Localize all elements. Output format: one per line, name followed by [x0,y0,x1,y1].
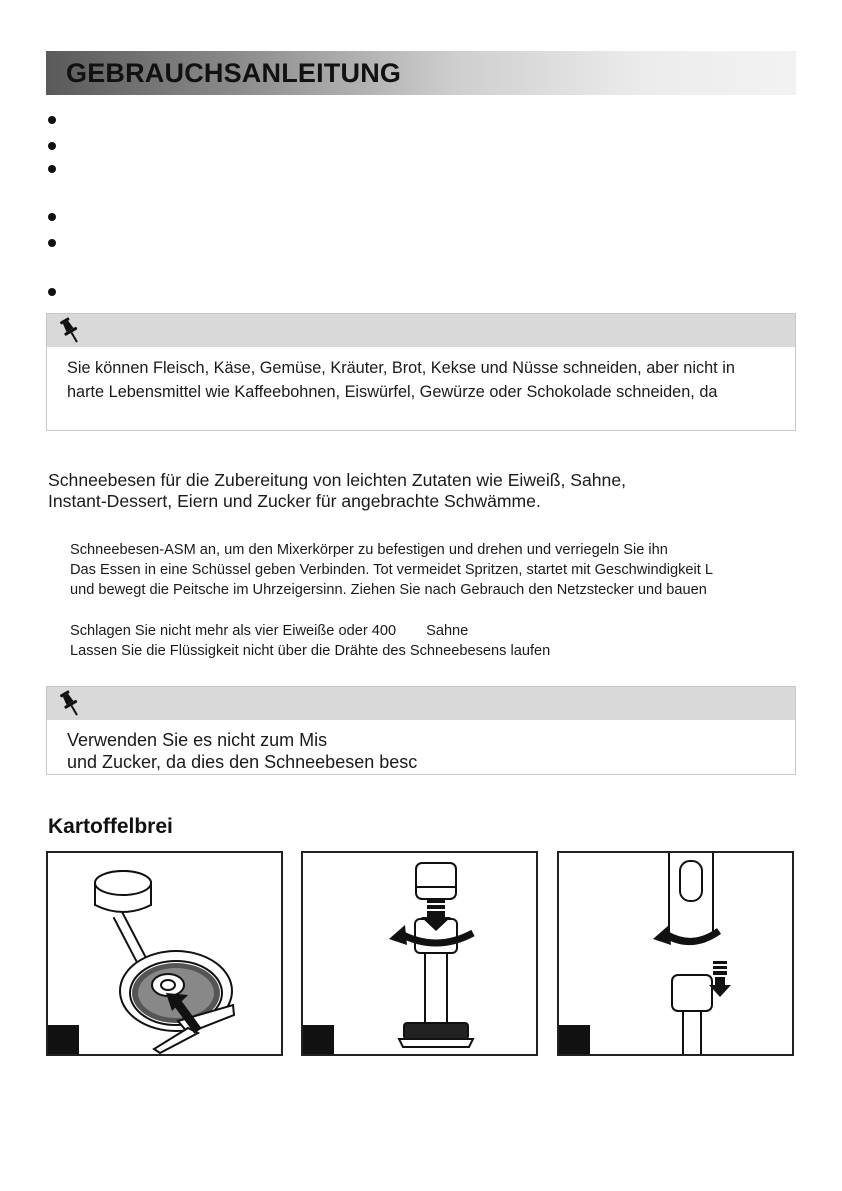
motor-attachment-illustration [559,853,794,1056]
whisk-intro [48,470,626,511]
step-line-2: Das Essen in eine Schüssel geben Verbinden. Tot vermeidet Spritzen, startet mit Geschwindigkeit L [70,562,714,578]
note-header [47,687,795,720]
note2-line-1: Verwenden Sie es nicht zum Mis [67,730,328,750]
shaft-attachment-illustration [303,853,538,1056]
overflow-warning: Lassen Sie die Flüssigkeit nicht über die Drähte des Schneebesens laufen [70,643,551,659]
section-title-mashed: Kartoffelbrei [48,815,173,838]
pushpin-icon [57,689,83,719]
limit-line [70,621,468,642]
note-box-2 [46,686,796,775]
figure-panel-2 [301,851,538,1056]
blade-attachment-illustration [48,853,283,1056]
pushpin-icon [57,316,83,346]
section-header-bar [46,51,796,95]
figure-panel-3 [557,851,794,1056]
note-line-1: Sie können Fleisch, Käse, Gemüse, Kräuter, Brot, Kekse und Nüsse schneiden, aber nicht in [67,359,735,377]
step-number-2 [303,1025,334,1054]
limit-prefix: Schlagen Sie nicht mehr als vier Eiweiße oder 400 [70,623,397,639]
note-line-2: harte Lebensmittel wie Kaffeebohnen, Eiswürfel, Gewürze oder Schokolade schneiden, da [67,383,718,401]
limit-suffix: Sahne [426,623,469,639]
step-number-3 [559,1025,590,1054]
bullet-3 [48,165,56,173]
note-box-1 [46,313,796,431]
bullet-1 [48,116,56,124]
intro-line-1: Schneebesen für die Zubereitung von leichten Zutaten wie Eiweiß, Sahne, [48,470,627,490]
bullet-2 [48,142,56,150]
note-header [47,314,795,347]
step-line-1: Schneebesen-ASM an, um den Mixerkörper zu befestigen und drehen und verriegeln Sie ihn [70,542,668,558]
page-title: GEBRAUCHSANLEITUNG [66,58,402,88]
bullet-5 [48,239,56,247]
bullet-6 [48,288,56,296]
note2-line-2: und Zucker, da dies den Schneebesen besc [67,752,418,772]
intro-line-2: Instant-Dessert, Eiern und Zucker für angebrachte Schwämme. [48,490,541,511]
step-line-3: und bewegt die Peitsche im Uhrzeigersinn. Ziehen Sie nach Gebrauch den Netzstecker und bauen [70,582,707,598]
step-number-1 [48,1025,79,1054]
figure-panel-1 [46,851,283,1056]
note2-text [67,729,417,773]
bullet-4 [48,213,56,221]
